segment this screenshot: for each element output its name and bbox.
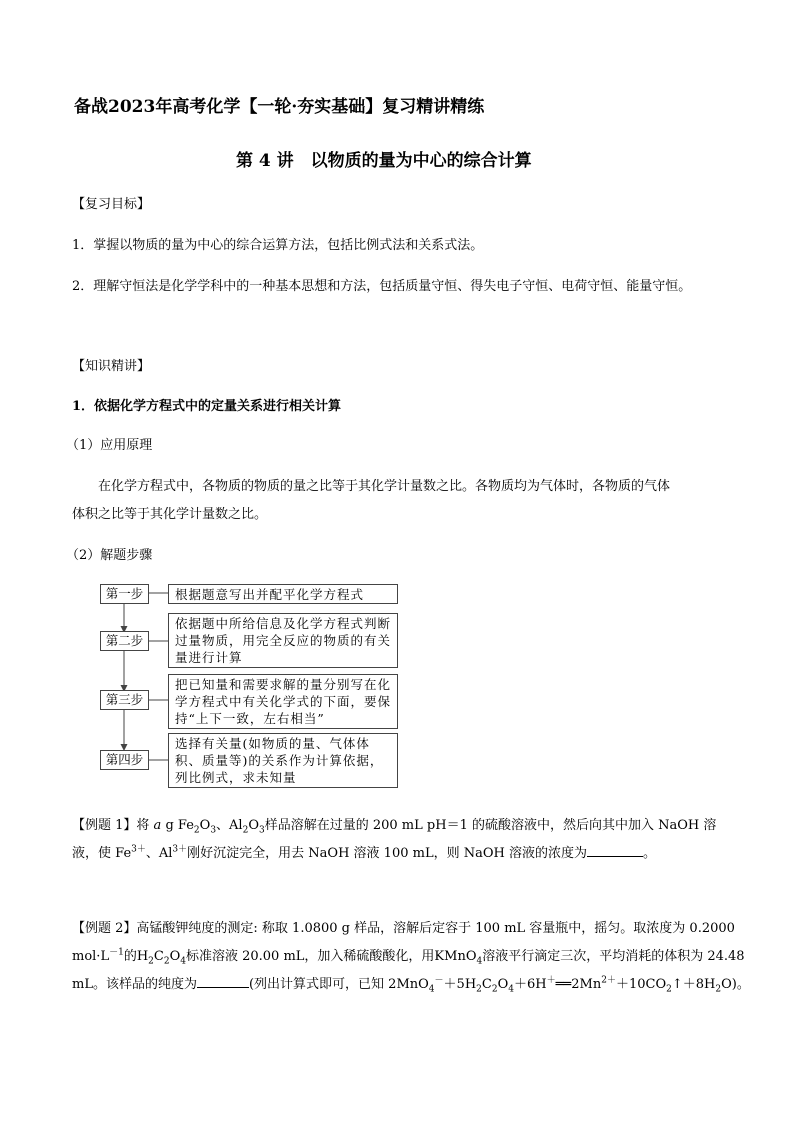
principle-paragraph-line-1: 在化学方程式中，各物质的物质的量之比等于其化学计量数之比。各物质均为气体时，各物质的气体 (98, 479, 671, 494)
principle-paragraph-line-2: 体积之比等于其化学计量数之比。 (72, 507, 268, 522)
step-3-description: 把已知量和需要求解的量分别写在化学方程式中有关化学式的下面，要保持“上下一致，左右相当” (168, 674, 398, 729)
step-4-label: 第四步 (100, 750, 149, 770)
lesson-title: 第 4 讲 以物质的量为中心的综合计算 (236, 151, 532, 171)
step-2-label: 第二步 (100, 631, 149, 651)
goal-item-1: 1．掌握以物质的量为中心的综合运算方法，包括比例式法和关系式法。 (72, 238, 484, 253)
step-2-description: 依据题中所给信息及化学方程式判断过量物质，用完全反应的物质的有关量进行计算 (168, 613, 398, 668)
step-4-description: 选择有关量(如物质的量、气体体积、质量等)的关系作为计算依据，列比例式，求未知量 (168, 733, 398, 788)
answer-blank[interactable] (197, 974, 249, 988)
knowledge-point-1: 1．依据化学方程式中的定量关系进行相关计算 (72, 399, 342, 414)
example-2-tag: 【例题 2】 (72, 921, 137, 936)
subheading-principle: （1）应用原理 (66, 438, 153, 453)
knowledge-heading: 【知识精讲】 (72, 359, 151, 374)
step-1-label: 第一步 (100, 584, 149, 604)
example-1-line-2: 液，使 $Fe^{3+}$、$Al^{3+}$刚好沉淀完全，用去 NaOH 溶液 100 mL，则 NaOH 溶液的浓度为 。 (72, 844, 656, 861)
step-3-label: 第三步 (100, 690, 149, 710)
example-2-line-3: mL。该样品的纯度为 (列出计算式即可，已知 $2MnO_4^-+5H_2C_2O_4+6H^+══2Mn^{2+}+10CO_2↑+8H_2O$)。 (72, 975, 750, 995)
example-2-line-2: $mol\cdot L^{-1}$的$H_2C_2O_4$标准溶液 20.00 mL，加入稀硫酸酸化，用KMnO$_4$溶液平行滴定三次，平均消耗的体积为 24.48 (72, 947, 745, 967)
goals-heading: 【复习目标】 (72, 197, 151, 212)
goal-item-2: 2．理解守恒法是化学学科中的一种基本思想和方法，包括质量守恒、得失电子守恒、电荷守恒、能量守恒。 (72, 279, 692, 294)
example-1-line-1: 【例题 1】将 a g $Fe_2O_3$、$Al_2O_3$样品溶解在过量的 200 mL pH＝1 的硫酸溶液中，然后向其中加入 NaOH 溶 (72, 818, 717, 836)
document-title: 备战2023年高考化学【一轮·夯实基础】复习精讲精练 (74, 97, 485, 117)
subheading-steps: （2）解题步骤 (66, 548, 153, 563)
answer-blank[interactable] (587, 843, 643, 857)
example-1-tag: 【例题 1】 (72, 818, 137, 833)
step-1-description: 根据题意写出并配平化学方程式 (168, 584, 398, 604)
example-2-line-1: 【例题 2】高锰酸钾纯度的测定: 称取 1.0800 g 样品，溶解后定容于 100 mL 容量瓶中，摇匀。取浓度为 0.2000 (72, 921, 735, 936)
